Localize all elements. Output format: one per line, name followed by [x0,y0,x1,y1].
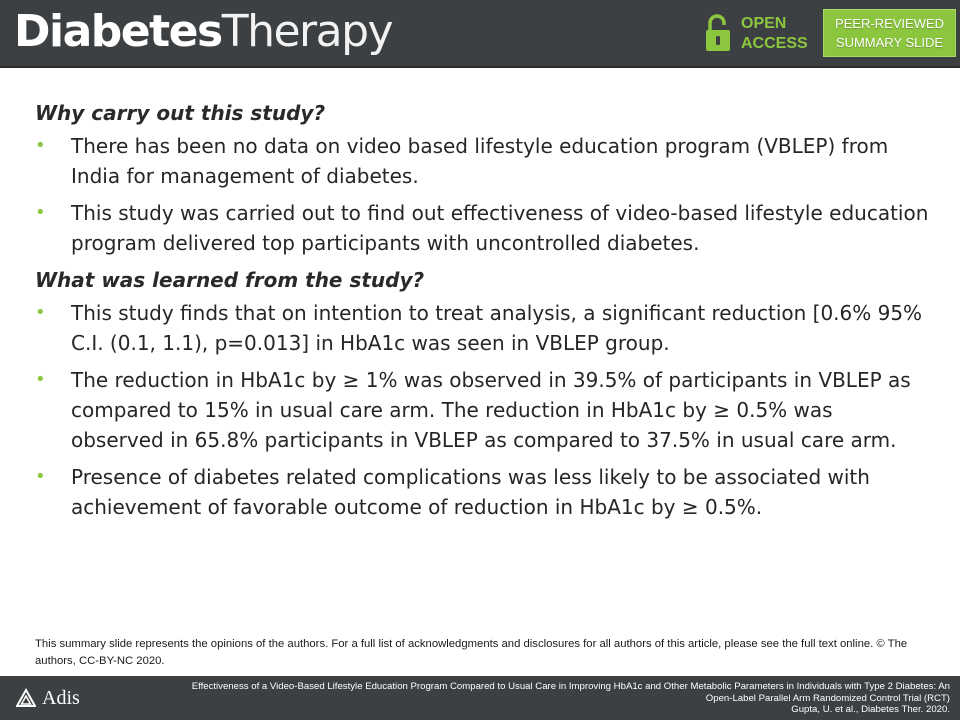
article-citation [90,681,950,716]
publisher-logo [16,685,80,711]
bullet-dot: • [35,135,46,156]
bullet-text: This study was carried out to find out effectiveness of video-based lifestyle education program delivered top participants with uncontrolled diabetes. [71,201,929,255]
peer-reviewed-badge [823,9,956,57]
bullet-item [35,365,930,455]
open-access-line1: OPEN [741,15,787,32]
publisher-name: Adis [42,686,80,709]
citation-line1: Effectiveness of a Video-Based Lifestyle Education Program Compared to Usual Care in Improving HbA1c and Other Metabolic Parameters in Individuals with Type 2 Diabetes: An [191,681,950,692]
journal-title [14,2,392,62]
section-heading-why: Why carry out this study? [35,101,326,125]
citation-line2: Open-Label Parallel Arm Randomized Control Trial (RCT) [705,692,950,704]
badge-line1: PEER-REVIEWED [834,16,945,31]
badge-line2: SUMMARY SLIDE [835,35,944,50]
bullet-dot: • [35,302,46,323]
citation-line3: Gupta, U. et al., Diabetes Ther. 2020. [791,704,950,715]
bullet-item [35,462,930,522]
bullet-text: The reduction in HbA1c by ≥ 1% was observed in 39.5% of participants in VBLEP as compared to 15% in usual care arm. The reduction in HbA1c by ≥ 0.5% was observed in 65.8% participants in VBLEP as compared to 37.5% in usual care arm. [71,368,911,452]
journal-title-light: Therapy [221,6,393,57]
unlocked-padlock-icon [706,14,730,52]
bullet-text: There has been no data on video based lifestyle education program (VBLEP) from India for management of diabetes. [71,134,889,188]
open-access-line2: ACCESS [741,35,808,52]
bullet-dot: • [35,466,46,487]
bullet-item [35,131,930,191]
footer-bar [0,676,960,720]
bullet-item [35,198,930,258]
summary-content [35,98,930,529]
bullet-dot: • [35,202,46,223]
bullet-list-learned [35,298,930,522]
bullet-text: This study finds that on intention to treat analysis, a significant reduction [0.6% 95% C.I. (0.1, 1.1), p=0.013] in HbA1c was seen in VBLEP group. [71,301,923,355]
header-bar [0,0,960,68]
journal-title-bold: Diabetes [14,6,222,57]
bullet-dot: • [35,369,46,390]
bullet-text: Presence of diabetes related complications was less likely to be associated with achievement of favorable outcome of reduction in HbA1c by ≥ 0.5%. [71,465,870,519]
adis-triangle-logo-icon [16,688,36,708]
bullet-item [35,298,930,358]
open-access-text [741,14,808,54]
disclaimer-text: This summary slide represents the opinions of the authors. For a full list of acknowledgments and disclosures for all authors of this article, please see the full text online. © The authors, CC-BY-NC 2020. [35,638,908,667]
bullet-list-why [35,131,930,258]
section-heading-learned: What was learned from the study? [35,268,425,292]
